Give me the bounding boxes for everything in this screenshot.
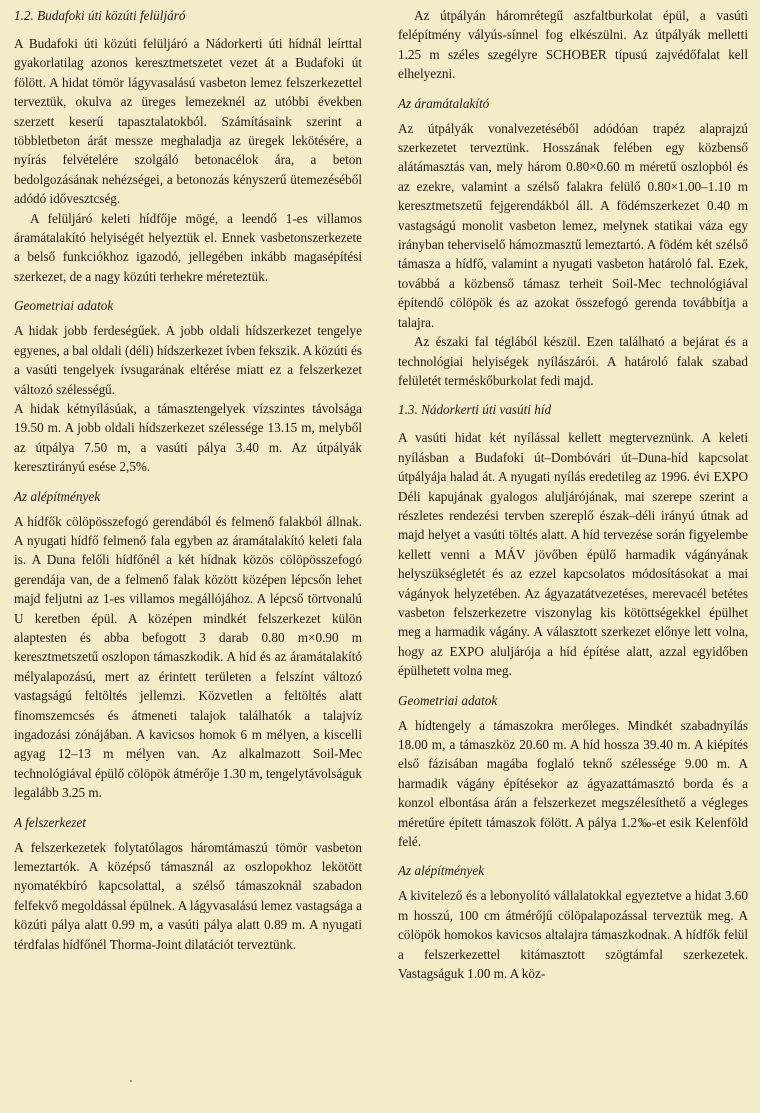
paragraph: A hidak jobb ferdeségűek. A jobb oldali hídszerkezet tengelye egyenes, a bal oldali (déli) hídszerkezet ívben fekszik. A közúti és a vasúti tengelyek ívsugarának eltérése miatt ez a felszerkezet változó szélességű. xyxy=(14,323,362,397)
paragraph: A hídfők cölöpösszefogó gerendából és felmenő falakból állnak. A nyugati hídfő felmenő fala egyben az áramátalakító keleti fala is. A Duna felőli hídfőnél a két hídnak közös cölöpösszefogó gerendája van, de a felmenő falak között középen lépcsőn lehet majd feljutni az 1-es villamos megállójához. A lépcső törtvonalú U keretben épül. A középen mindkét felszerkezet külön alaptesten és abba befogott 3 darab 0.80 m×0.90 m keresztmetszetű oszlopon támaszkodik. A híd és az áramátalakító mélyalapozású, mert az érintett területen a felszínt változó vastagságú feltöltés jellemzi. Közvetlen a feltöltés alatt finomszemcsés és átmeneti talajok találhatók a talajvíz ingadozási zónájában. A kavicsos homok 6 m mélyen, a kiscelli agyag 12–13 m mélyen van. Az alkalmazott Soil-Mec technológiával épülő cölöpök átmérője 1.30 m, tengelytávolságuk legalább 3.25 m. xyxy=(14,513,362,801)
right-column xyxy=(398,6,748,995)
paragraph: A Budafoki úti közúti felüljáró a Nádorkerti úti hídnál leírttal gyakorlatilag azonos keresztmetszetet vezet át a Budafoki út fölött. A hidat tömör lágyvasalású vasbeton lemez felszerkezettel terveztük, okulva az üreges lemezeknél az utóbbi években szerzett keserű tapasztalatokból. Számításaink szerint a többletbeton árát messze meghaladja az üregek lekötésére, a nyírás felvételére szolgáló betonacélok ára, a beton bedolgozásának nehézségei, a betonozás kényszerű ütemezéséből adódó idővesztcség. xyxy=(14,36,362,207)
section-heading-1-3: 1.3. Nádorkerti úti vasúti híd xyxy=(398,402,552,418)
paragraph: A hídtengely a támaszokra merőleges. Mindkét szabadnyílás 18.00 m, a támaszköz 20.60 m. A híd hossza 39.40 m. A kiépítés első fázisában magába foglaló teknő szélessége 9.00 m. A harmadik vágány építésekor az ágyazattámasztó borda és a konzol elbontása árán a felszerkezet megszélesíthető a végleges méretűre épített támaszok fölött. A pálya 1.2‰-et esik Kelenföld felé. xyxy=(398,717,748,850)
paragraph: A felszerkezetek folytatólagos háromtámaszú tömör vasbeton lemeztartók. A középső támasznál az oszlopokhoz lekötött nyomatékbíró kapcsolattal, a szélső támaszoknál szabadon felfekvő megoldással épülnek. A lágyvasalású lemez vastagsága a közúti pálya alatt 0.99 m, a vasúti pálya alatt 0.89 m. A nyugati térdfalas hídfőnél Thorma-Joint dilatációt terveztünk. xyxy=(14,839,362,952)
paragraph: Az északi fal téglából készül. Ezen található a bejárat és a technológiai helyiségek nyílászárói. A határoló falak szabad felületét terméskőburkolat fedi majd. xyxy=(398,334,748,388)
section-heading-1-2: 1.2. Budafoki úti közúti felüljáró xyxy=(14,8,186,23)
subheading-geometriai-adatok: Geometriai adatok xyxy=(14,298,114,314)
paragraph: Az útpályán háromrétegű aszfaltburkolat épül, a vasúti felépítmény vályús-sínnel fog elkészülni. Az útpályák melletti 1.25 m széles szegélyre SCHOBER típusú zajvédőfalat kell elhelyezni. xyxy=(398,8,748,82)
left-column xyxy=(14,6,362,966)
subheading-felszerkezet: A felszerkezet xyxy=(14,814,86,830)
subheading-geometriai-adatok: Geometriai adatok xyxy=(398,692,498,708)
paragraph: A felüljáró keleti hídfője mögé, a leendő 1-es villamos áramátalakító helyiségét helyeztük el. Ennek vasbetonszerkezete a belső funkciókhoz igazodó, jellegében inkább magasépítési szerkezet, de a nagy közúti terhekre méreteztük. xyxy=(14,210,362,284)
paragraph: A kivitelező és a lebonyolító vállalatokkal egyeztetve a hidat 3.60 m hosszú, 100 cm átmérőjű cölöpalapozással terveztük meg. A cölöpök homokos kavicsos altalajra támaszkodnak. A hídfők felül a felszerkezettel kitámasztott szögtámfal szerkezetek. Vastagságuk 1.00 m. A köz- xyxy=(398,888,748,982)
subheading-aramatalakito: Az áramátalakító xyxy=(398,95,490,111)
paragraph: A hidak kétnyílásúak, a támasztengelyek vízszintes távolsága 19.50 m. A jobb oldali hídszerkezet szélessége 13.15 m, melyből az útpálya 7.50 m, a vasúti pálya 3.40 m. Az útpályák keresztirányú esése 2,5%. xyxy=(14,400,362,475)
subheading-alepitmenyek: Az alépítmények xyxy=(14,488,101,504)
scan-speck xyxy=(130,1080,132,1082)
paragraph: A vasúti hidat két nyílással kellett megterveznünk. A keleti nyílásban a Budafoki út–Dombóvári út–Duna-híd kapcsolat útpályája halad át. A nyugati nyílás eredetileg az 1996. évi EXPO Déli kapujának gyalogos aluljárójának, mai szerepe szerint a részletes rendezési tervben szereplő észak–déli irányú útnak ad majd helyet a vasúti töltés alatt. A híd tervezése során figyelembe kellett venni a MÁV jövőben épülő harmadik vágányának helyszükségletét és az ezzel kapcsolatos módosításokat a mai vágányok helyzetében. Az ágyazatátvezetéses, merevacél betétes vasbeton felszerkezetre viszonylag kis kötöttségekkel épülhet meg a harmadik vágány. A választott szerkezet előnye lett volna, hogy az EXPO aluljárója a híd építése alatt, azzal egyidőben épülhetett volna meg. xyxy=(398,430,748,679)
subheading-alepitmenyek: Az alépítmények xyxy=(398,863,485,879)
paragraph: Az útpályák vonalvezetéséből adódóan trapéz alaprajzú szerkezetet terveztünk. Hosszának felében egy közbenső alátámasztás van, mely három 0.80×0.60 m méretű oszlopból és az ezekre, valamint a szélső falakra felülő 0.80×1.00–1.10 m keresztmetszetű fejgerendákból áll. A födémszerkezet 0.40 m vastagságú monolit vasbeton lemez, melynek statikai váza egy irányban teherviselő hámozmasztű lemeztartó. A födém két szélső támasza a hídfő, valamint a nyugati vasbeton határoló fal. Ezek, továbbá a közbenső támasz terheit Soil-Mec technológiával építendő cölöpök és az azokat összefogó gerenda továbbítja a talajra. xyxy=(398,120,748,330)
